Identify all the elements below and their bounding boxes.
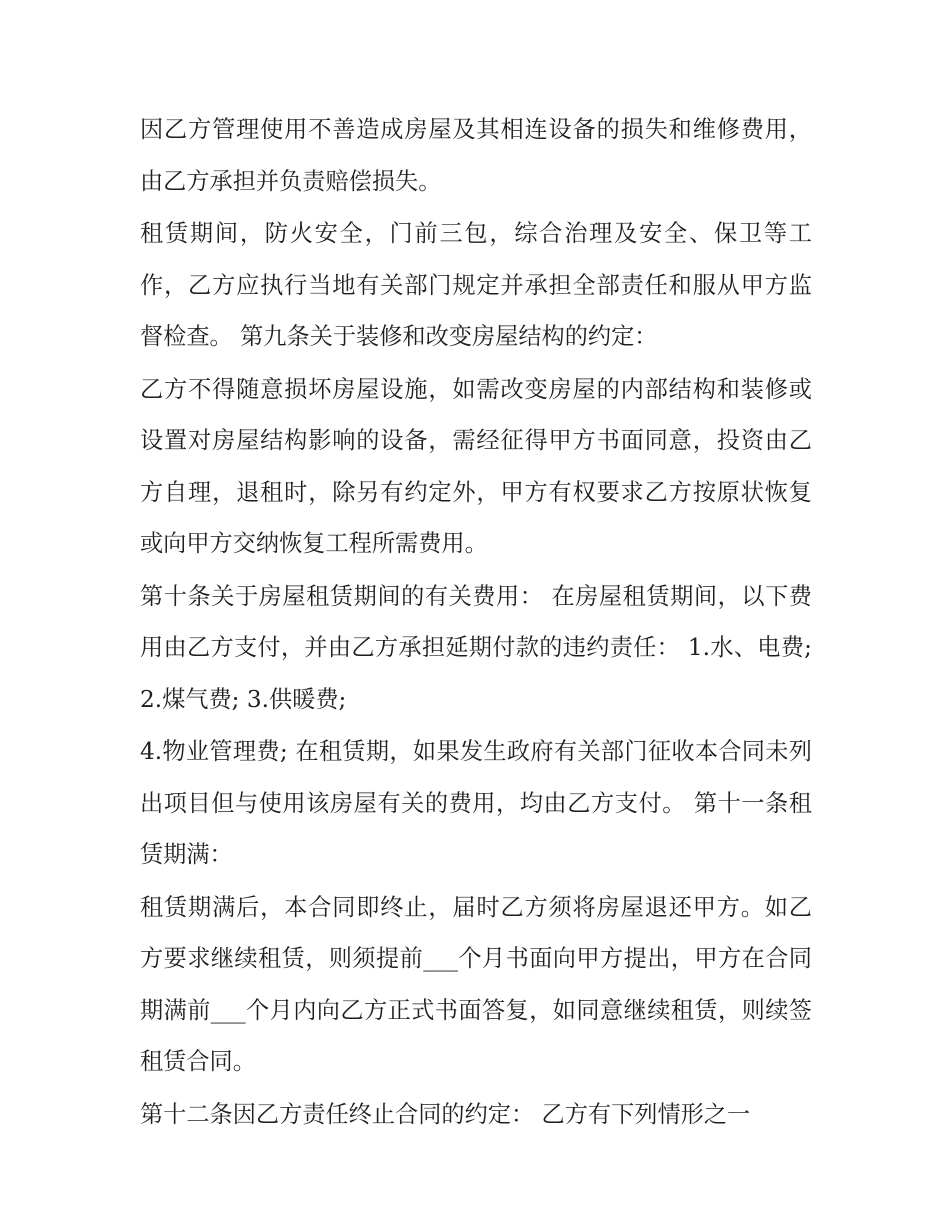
paragraph-article-12-heading: 第十二条因乙方责任终止合同的约定： 乙方有下列情形之一 [140,1100,751,1128]
paragraph-expenses-article-10: 第十条关于房屋租赁期间的有关费用： 在房屋租赁期间，以下费用由乙方支付，并由乙方承担延期付款的违约责任： 1.水、电费; 2.煤气费; 3.供暖费; [140,582,812,713]
paragraph-safety-duties: 租赁期间，防火安全，门前三包，综合治理及安全、保卫等工作，乙方应执行当地有关部门规定并承担全部责任和服从甲方监督检查。 第九条关于装修和改变房屋结构的约定： [140,220,812,350]
paragraph-lease-expiry: 租赁期满后，本合同即终止，届时乙方须将房屋退还甲方。如乙方要求继续租赁，则须提前___个月书面向甲方提出，甲方在合同期满前___个月内向乙方正式书面答复，如同意继续租赁，则续签租赁合同。 [140,893,812,1075]
paragraph-renovation-terms: 乙方不得随意损坏房屋设施，如需改变房屋的内部结构和装修或设置对房屋结构影响的设备，需经征得甲方书面同意，投资由乙方自理，退租时，除另有约定外，甲方有权要求乙方按原状恢复或向甲方交纳恢复工程所需费用。 [140,375,812,557]
paragraph-property-fees: 4.物业管理费; 在租赁期，如果发生政府有关部门征收本合同未列出项目但与使用该房屋有关的费用，均由乙方支付。 第十一条租赁期满： [140,738,812,868]
paragraph-damage-liability: 因乙方管理使用不善造成房屋及其相连设备的损失和维修费用，由乙方承担并负责赔偿损失。 [140,116,812,195]
document-body [140,104,812,1141]
